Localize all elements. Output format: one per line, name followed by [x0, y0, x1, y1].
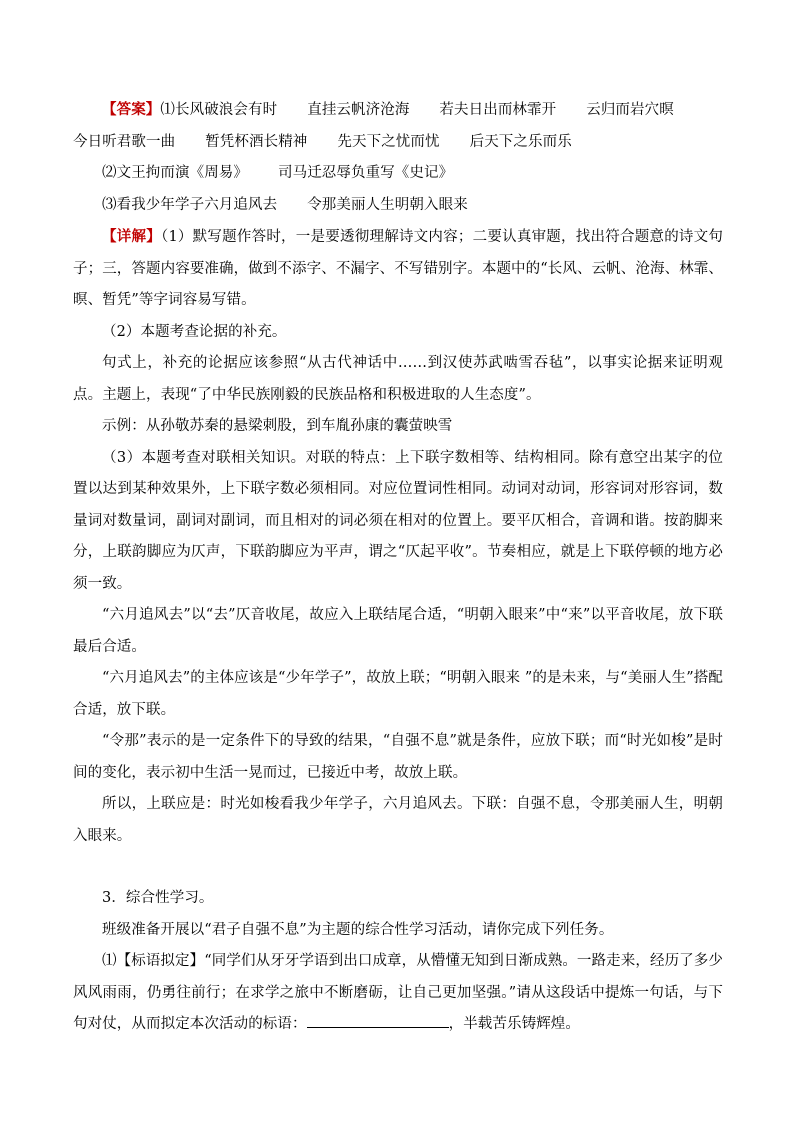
answer-line: 云归而岩穴暝 [586, 102, 674, 118]
detail-paragraph-9: 所以，上联应是：时光如梭看我少年学子，六月追风去。下联：自强不息，令那美丽人生，明朝入眼来。 [73, 796, 723, 844]
answer-line: ⑶看我少年学子六月追风去 [102, 196, 278, 213]
detail-paragraph-8: “令那”表示的是一定条件下的导致的结果，“自强不息”就是条件，应放下联；而“时光如梭”是时间的变化，表示初中生活一晃而过，已接近中考，故放上联。 [73, 733, 723, 781]
answer-line: 暂凭杯酒长精神 [205, 133, 308, 150]
detail-paragraph-2: （2）本题考查论据的补充。 [102, 323, 287, 340]
detail-paragraph-3: 句式上，补充的论据应该参照“从古代神话中……到汉使苏武啮雪吞毡”，以事实论据来证明观点。主题上，表现“了中华民族刚毅的民族品格和积极进取的人生态度”。 [73, 355, 723, 403]
answer-blank[interactable] [307, 1009, 449, 1028]
detail-paragraph-5: （3）本题考查对联相关知识。对联的特点：上下联字数相等、结构相同。除有意空出某字的位置以达到某种效果外，上下联字数必须相同。对应位置词性相同。动词对动词，形容词对形容词，数量词对数量词，副词对副词，而且相对的词必须在相对的位置上。要平仄相合，音调和谐。按韵脚来分，上联韵脚应为仄声，下联韵脚应为平声，谓之“仄起平收”。节奏相应，就是上下联停顿的地方必须一致。 [73, 449, 723, 592]
answer-line: 直挂云帆济沧海 [307, 102, 410, 118]
question-3-heading: 3．综合性学习。 [102, 890, 214, 906]
answer-line: 若夫日出而林霏开 [439, 102, 557, 118]
detail-paragraph-7: “六月追风去”的主体应该是“少年学子”，故放上联；“明朝入眼来 ”的是未来，与“美丽人生”搭配合适，放下联。 [73, 670, 723, 718]
answer-row-2 [73, 127, 723, 159]
answer-line: 司马迁忍辱负重写《史记》 [278, 165, 454, 181]
detail-tag: 【详解】 [102, 228, 161, 245]
answer-row-1 [73, 94, 723, 127]
detail-paragraph-6: “六月追风去”以“去”仄音收尾，故应入上联结尾合适，“明朝入眼来”中“来”以平音收尾，放下联最后合适。 [73, 607, 723, 655]
answer-line: ⑴长风破浪会有时 [160, 102, 278, 118]
answer-line: ⑵文王拘而演《周易》 [102, 165, 248, 181]
detail-paragraph-1: 【详解】（1）默写题作答时，一是要透彻理解诗文内容；二要认真审题，找出符合题意的诗文句子；三，答题内容要准确，做到不添字、不漏字、不写错别字。本题中的“长风、云帆、沧海、林霏、暝、暂凭”等字词容易写错。 [73, 228, 723, 308]
answer-line: 后天下之乐而乐 [469, 133, 572, 150]
answer-tag: 【答案】 [102, 101, 161, 118]
document-content [73, 94, 723, 1041]
detail-paragraph-4: 示例：从孙敬苏秦的悬梁刺股，到车胤孙康的囊萤映雪 [102, 418, 453, 434]
answer-row-4 [73, 190, 723, 222]
question-3-intro: 班级准备开展以“君子自强不息”为主题的综合性学习活动，请你完成下列任务。 [102, 921, 614, 938]
question-3-task-1: ⑴【标语拟定】“同学们从牙牙学语到出口成章，从懵懂无知到日渐成熟。一路走来，经历了多少风风雨雨，仍勇往前行；在求学之旅中不断磨砺，让自己更加坚强。”请从这段话中提炼一句话，与下句对仗，从而拟定本次活动的标语： ，半载苦乐铸辉煌。 [73, 953, 723, 1032]
answer-line: 今日听君歌一曲 [73, 133, 176, 150]
answer-row-3 [73, 158, 723, 190]
answer-line: 令那美丽人生明朝入眼来 [307, 196, 468, 213]
answer-line: 先天下之忧而忧 [337, 133, 440, 150]
